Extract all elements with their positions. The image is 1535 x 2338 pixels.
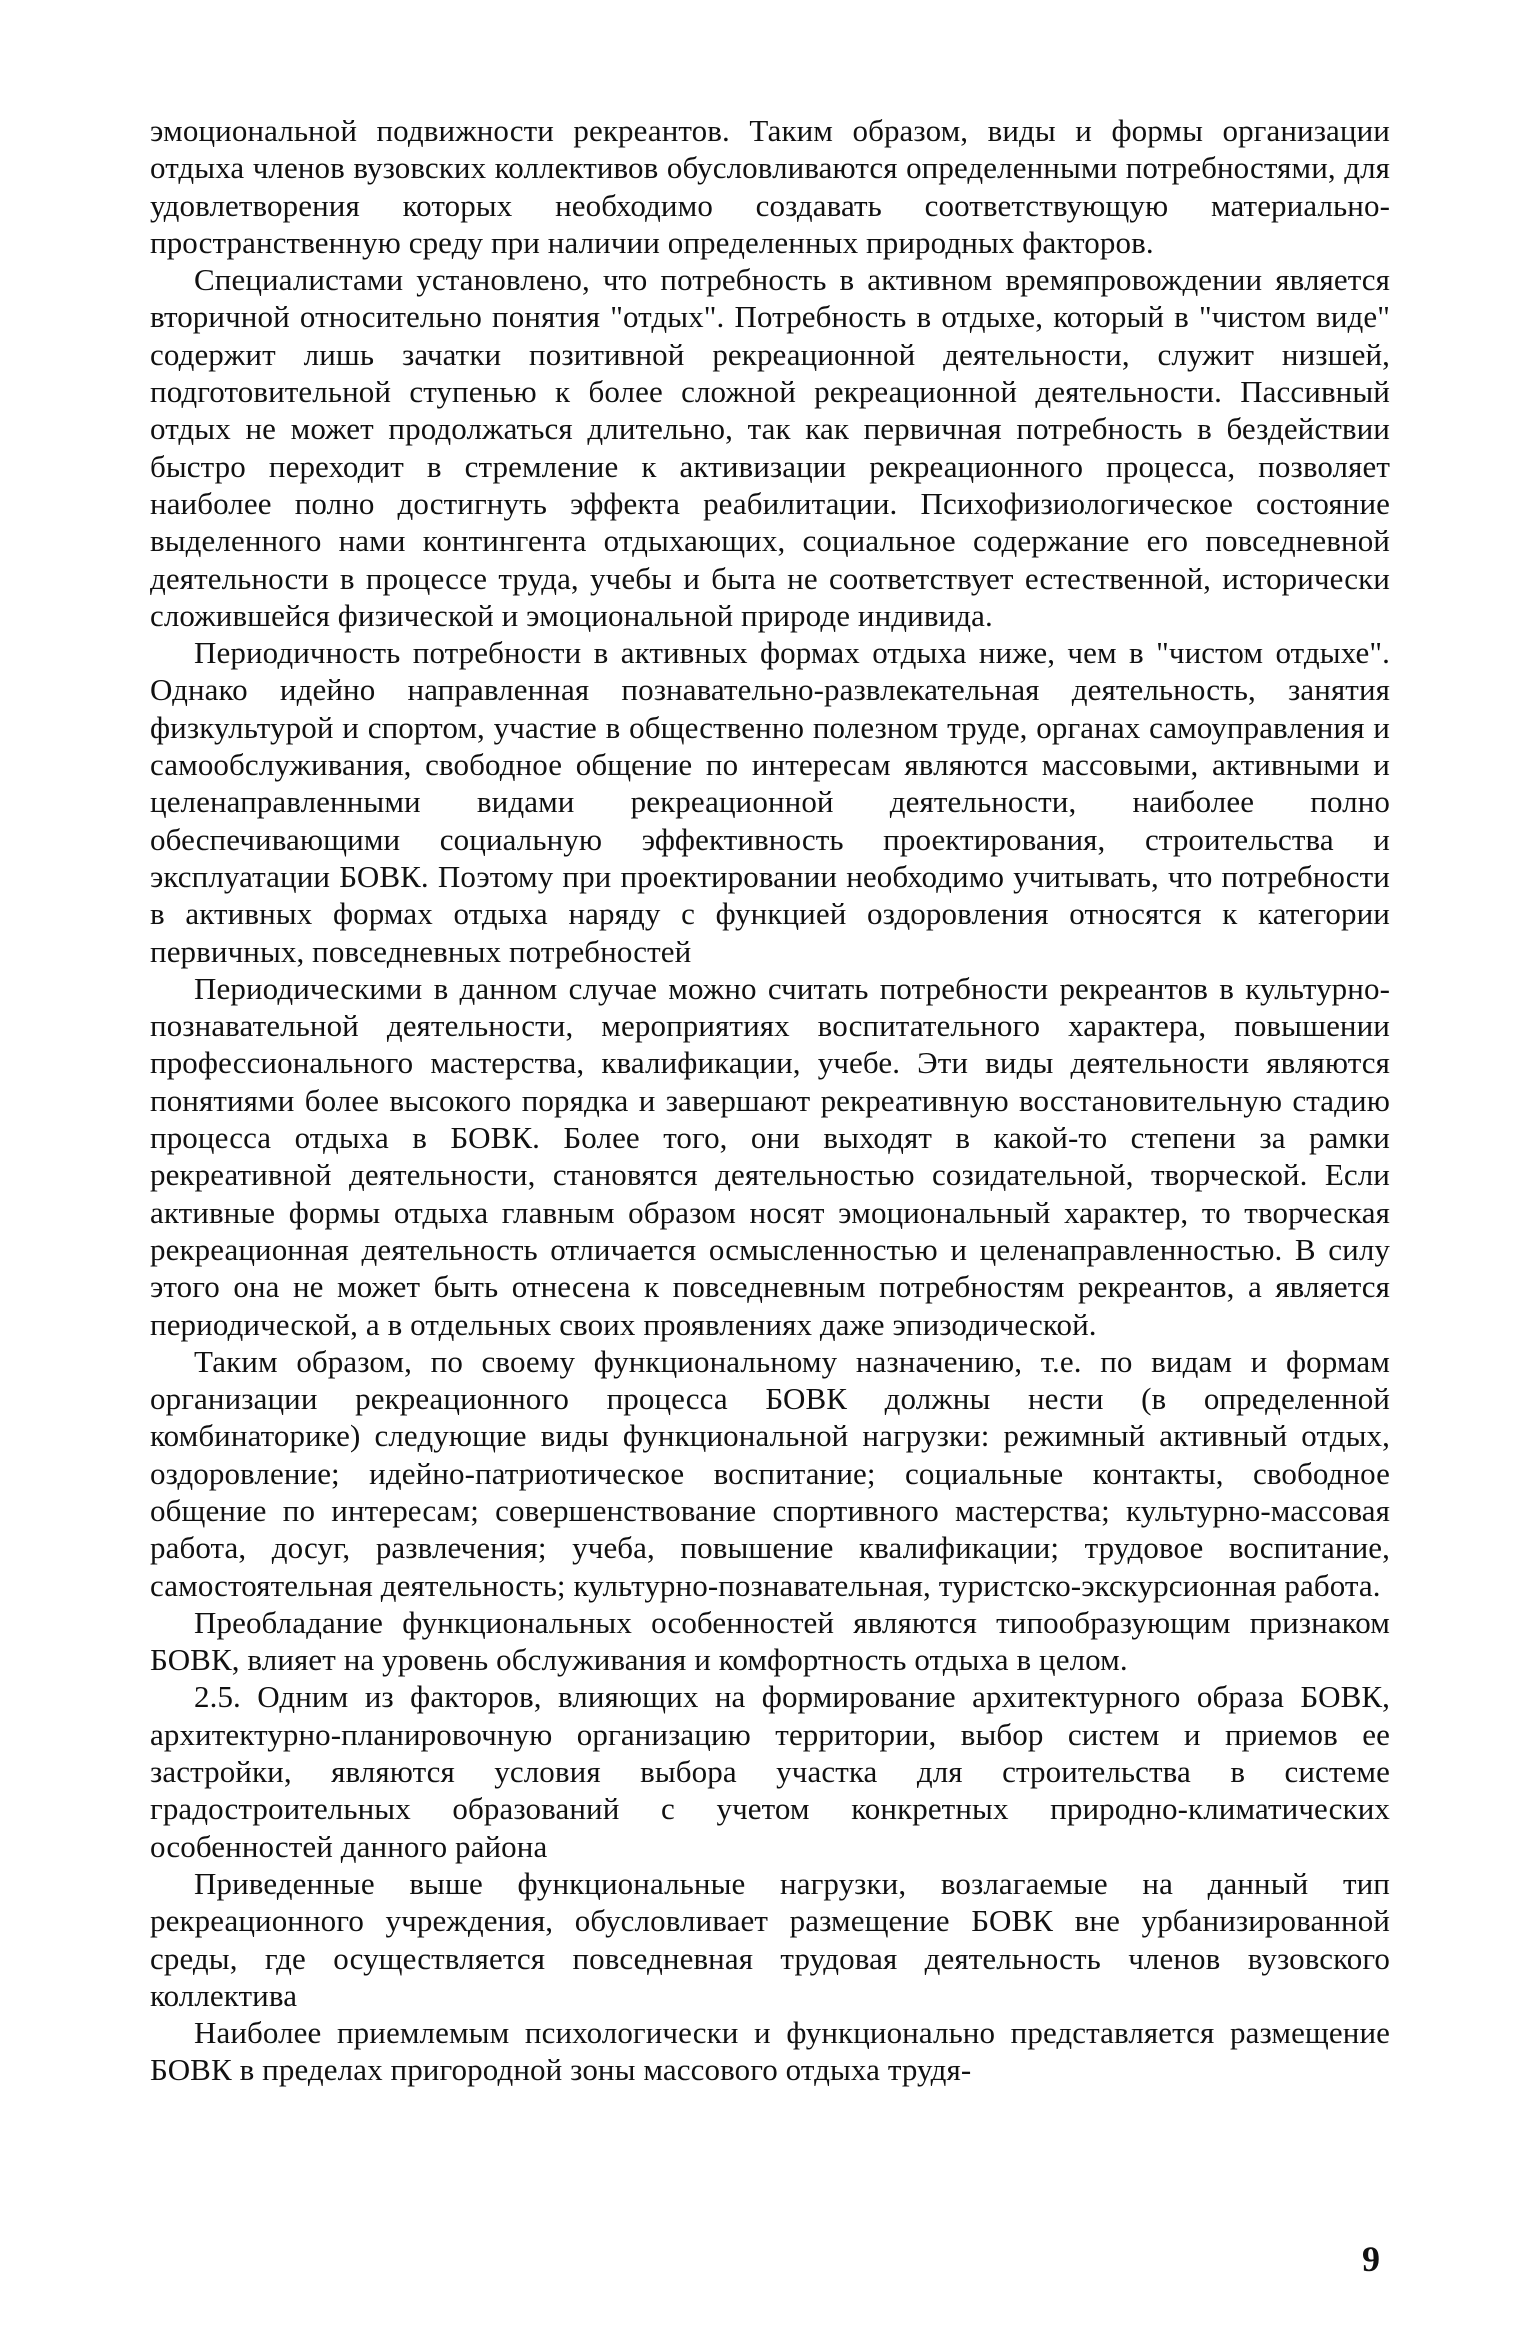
- page-number: 9: [1362, 2239, 1380, 2279]
- paragraph: Преобладание функциональных особенностей являются типообразующим признаком БОВК, влияет на уровень обслуживания и комфортность отдыха в целом.: [150, 1604, 1390, 1678]
- paragraph: Периодичность потребности в активных формах отдыха ниже, чем в "чистом отдыхе". Однако идейно направленная познавательно-развлекательная деятельность, занятия физкультурой и спортом, участие в общественно полезном труде, органах самоуправления и самообслуживания, свободное общение по интересам являются массовыми, активными и целенаправленными видами рекреационной деятельности, наиболее полно обеспечивающими социальную эффективность проектирования, строительства и эксплуатации БОВК. Поэтому при проектировании необходимо учитывать, что потребности в активных формах отдыха наряду с функцией оздоровления относятся к категории первичных, повседневных потребностей: [150, 635, 1390, 969]
- paragraph: Периодическими в данном случае можно считать потребности рекреантов в культурно-познавательной деятельности, мероприятиях воспитательного характера, повышении профессионального мастерства, квалификации, учебе. Эти виды деятельности являются понятиями более высокого порядка и завершают рекреативную восстановительную стадию процесса отдыха в БОВК. Более того, они выходят в какой-то степени за рамки рекреативной деятельности, становятся деятельностью созидательной, творческой. Если активные формы отдыха главным образом носят эмоциональный характер, то творческая рекреационная деятельность отличается осмысленностью и целенаправленностью. В силу этого она не может быть отнесена к повседневным потребностям рекреантов, а является периодической, а в отдельных своих проявлениях даже эпизодической.: [150, 970, 1390, 1342]
- paragraph: Наиболее приемлемым психологически и функционально представляется размещение БОВК в пределах пригородной зоны массового отдыха трудя-: [150, 2015, 1390, 2088]
- body-text: [150, 112, 1390, 2089]
- paragraph: Таким образом, по своему функциональному назначению, т.е. по видам и формам организации рекреационного процесса БОВК должны нести (в определенной комбинаторике) следующие виды функциональной нагрузки: режимный активный отдых, оздоровление; идейно-патриотическое воспитание; социальные контакты, свободное общение по интересам; совершенствование спортивного мастерства; культурно-массовая работа, досуг, развлечения; учеба, повышение квалификации; трудовое воспитание, самостоятельная деятельность; культурно-познавательная, туристско-экскурсионная работа.: [150, 1343, 1390, 1603]
- paragraph: Специалистами установлено, что потребность в активном времяпровождении является вторичной относительно понятия "отдых". Потребность в отдыхе, который в "чистом виде" содержит лишь зачатки позитивной рекреационной деятельности, служит низшей, подготовительной ступенью к более сложной рекреационной деятельности. Пассивный отдых не может продолжаться длительно, так как первичная потребность в бездействии быстро переходит в стремление к активизации рекреационного процесса, позволяет наиболее полно достигнуть эффекта реабилитации. Психофизиологическое состояние выделенного нами контингента отдыхающих, социальное содержание его повседневной деятельности в процессе труда, учебы и быта не соответствует естественной, исторически сложившейся физической и эмоциональной природе индивида.: [150, 262, 1390, 633]
- paragraph: 2.5. Одним из факторов, влияющих на формирование архитектурного образа БОВК, архитектурно-планировочную организацию территории, выбор систем и приемов ее застройки, являются условия выбора участка для строительства в системе градостроительных образований с учетом конкретных природно-климатических особенностей данного района: [150, 1679, 1390, 1864]
- paragraph: эмоциональной подвижности рекреантов. Таким образом, виды и формы организации отдыха членов вузовских коллективов обусловливаются определенными потребностями, для удовлетворения которых необходимо создавать соответствующую материально-пространственную среду при наличии определенных природных факторов.: [150, 113, 1390, 260]
- paragraph: Приведенные выше функциональные нагрузки, возлагаемые на данный тип рекреационного учреждения, обусловливает размещение БОВК вне урбанизированной среды, где осуществляется повседневная трудовая деятельность членов вузовского коллектива: [150, 1865, 1390, 2013]
